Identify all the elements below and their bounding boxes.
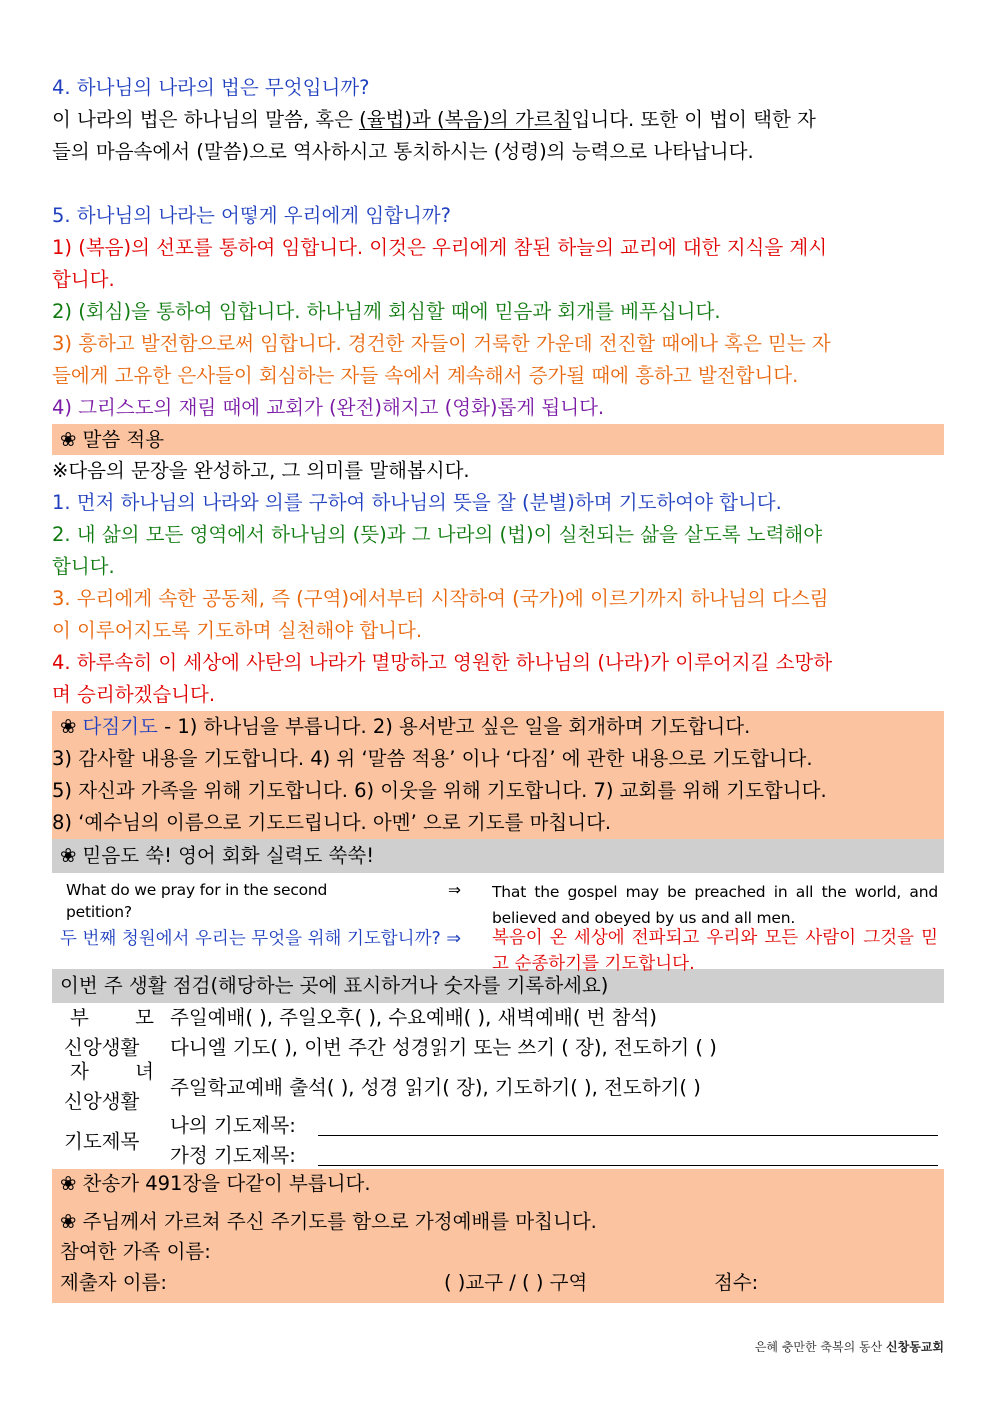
apply-sentence-3: 3. 우리에게 속한 공동체, 즉 (구역)에서부터 시작하여 (국가)에 이르기까지 하나님의 다스림 xyxy=(52,587,829,610)
q5-answer-4: 4) 그리스도의 재림 때에 교회가 (완전)해지고 (영화)롭게 됩니다. xyxy=(52,396,605,419)
kids-row[interactable]: 주일학교예배 출석( ), 성경 읽기( 장), 기도하기( ), 전도하기( ) xyxy=(170,1076,701,1099)
apply-sentence-2-cont: 합니다. xyxy=(52,555,115,578)
district-field[interactable]: ( )교구 / ( ) 구역 xyxy=(444,1271,588,1294)
q4-title: 4. 하나님의 나라의 법은 무엇입니까? xyxy=(52,76,370,99)
question-korean: 두 번째 청원에서 우리는 무엇을 위해 기도합니까? ⇒ xyxy=(60,929,461,949)
apply-sentence-3-cont: 이 이루어지도록 기도하며 실천해야 합니다. xyxy=(52,619,423,642)
prayer-line-3: 5) 자신과 가족을 위해 기도합니다. 6) 이웃을 위해 기도합니다. 7) 교회를 위해 기도합니다. xyxy=(52,779,827,802)
spacer xyxy=(52,168,944,200)
apply-header: ❀ 말씀 적용 xyxy=(52,424,944,455)
prayer-line-1 xyxy=(60,711,944,743)
apply-sentence-2: 2. 내 삶의 모든 영역에서 하나님의 (뜻)과 그 나라의 (법)이 실천되는 삶을 살도록 노력해야 xyxy=(52,523,823,546)
footer-motto: 은혜 충만한 축복의 동산 xyxy=(754,1340,883,1354)
prayer-steps-1: - 1) 하나님을 부릅니다. 2) 용서받고 싶은 일을 회개하며 기도합니다. xyxy=(157,715,751,738)
apply-intro: ※다음의 문장을 완성하고, 그 의미를 말해봅시다. xyxy=(52,459,470,482)
q5-answer-1-cont: 합니다. xyxy=(52,268,115,291)
closing-section xyxy=(52,1169,944,1303)
check-header: 이번 주 생활 점검(해당하는 곳에 표시하거나 숫자를 기록하세요) xyxy=(52,969,944,1003)
q5-answer-3: 3) 흥하고 발전함으로써 임합니다. 경건한 자들이 거룩한 가운데 전진할 때에나 혹은 믿는 자 xyxy=(52,332,831,355)
apply-sentence-4: 4. 하루속히 이 세상에 사탄의 나라가 멸망하고 영원한 하나님의 (나라)가 이루어지길 소망하 xyxy=(52,651,833,674)
submitter-row xyxy=(52,1267,944,1299)
q5-answer-3-cont: 들에게 고유한 은사들이 회심하는 자들 속에서 계속해서 증가될 때에 흥하고 발전합니다. xyxy=(52,364,799,387)
prayer-topic-label: 기도제목 xyxy=(64,1130,140,1153)
answer-korean: 복음이 온 세상에 전파되고 우리와 모든 사람이 그것을 믿고 순종하기를 기도합니다. xyxy=(492,928,938,974)
kids-label-2: 신앙생활 xyxy=(64,1090,140,1113)
q4-text-b: 입니다. 또한 이 법이 택한 자 xyxy=(571,108,816,131)
english-qa xyxy=(52,873,944,974)
q5-title: 5. 하나님의 나라는 어떻게 우리에게 임합니까? xyxy=(52,204,452,227)
english-header: ❀ 믿음도 쑥! 영어 회화 실력도 쑥쑥! xyxy=(52,839,944,873)
parents-row-1[interactable]: 주일예배( ), 주일오후( ), 수요예배( ), 새벽예배( 번 참석) xyxy=(170,1006,657,1029)
parents-label-a: 부 xyxy=(70,1006,89,1029)
q4-answer-line1 xyxy=(52,104,944,136)
check-table xyxy=(52,1003,944,1169)
family-names-field[interactable]: 참여한 가족 이름: xyxy=(60,1240,211,1263)
answer-english: That the gospel may be preached in all the world, and believed and obeyed by us and all men. xyxy=(492,883,938,927)
question-english: What do we pray for in the second petition? xyxy=(66,881,328,921)
family-prayer-label: 가정 기도제목: xyxy=(170,1144,296,1167)
q4-answer-line2: 들의 마음속에서 (말씀)으로 역사하시고 통치하시는 (성령)의 능력으로 나타납니다. xyxy=(52,140,754,163)
arrow-icon: ⇒ xyxy=(448,881,461,899)
q5-answer-1: 1) (복음)의 선포를 통하여 임합니다. 이것은 우리에게 참된 하늘의 교리에 대한 지식을 계시 xyxy=(52,236,828,259)
kids-label-a: 자 xyxy=(70,1060,89,1083)
apply-sentence-1: 1. 먼저 하나님의 나라와 의를 구하여 하나님의 뜻을 잘 (분별)하며 기도하여야 합니다. xyxy=(52,491,782,514)
parents-label xyxy=(64,1003,164,1033)
parents-label-b: 모 xyxy=(135,1006,154,1029)
submitter-field[interactable]: 제출자 이름: xyxy=(60,1271,167,1294)
church-name: 신창동교회 xyxy=(886,1340,944,1354)
apply-sentence-4-cont: 며 승리하겠습니다. xyxy=(52,683,216,706)
my-prayer-label: 나의 기도제목: xyxy=(170,1114,296,1137)
q4-underlined: (율법)과 (복음)의 가르침 xyxy=(359,108,572,131)
hymn-line: ❀ 찬송가 491장을 다같이 부릅니다. xyxy=(60,1172,371,1195)
prayer-label: 다짐기도 xyxy=(82,715,158,738)
prayer-section xyxy=(52,711,944,839)
kids-label xyxy=(64,1057,164,1087)
q4-text-a: 이 나라의 법은 하나님의 말씀, 혹은 xyxy=(52,108,360,131)
my-prayer-line[interactable] xyxy=(318,1135,938,1136)
lords-prayer-line: ❀ 주님께서 가르쳐 주신 주기도를 함으로 가정예배를 마칩니다. xyxy=(60,1210,597,1233)
q5-answer-2: 2) (회심)을 통하여 임합니다. 하나님께 회심할 때에 믿음과 회개를 베푸십니다. xyxy=(52,300,721,323)
flower-icon: ❀ xyxy=(60,715,83,738)
worship-sheet xyxy=(52,72,944,1303)
prayer-line-4: 8) ‘예수님의 이름으로 기도드립니다. 아멘’ 으로 기도를 마칩니다. xyxy=(52,811,612,834)
footer xyxy=(755,1338,944,1355)
prayer-line-2: 3) 감사할 내용을 기도합니다. 4) 위 ‘말씀 적용’ 이나 ‘다짐’ 에 관한 내용으로 기도합니다. xyxy=(52,747,813,770)
parents-row-2[interactable]: 다니엘 기도( ), 이번 주간 성경읽기 또는 쓰기 ( 장), 전도하기 ( ) xyxy=(170,1036,717,1059)
kids-label-b: 녀 xyxy=(135,1060,154,1083)
parents-label-2: 신앙생활 xyxy=(64,1036,140,1059)
family-prayer-line[interactable] xyxy=(318,1165,938,1166)
score-field[interactable]: 점수: xyxy=(714,1271,759,1294)
